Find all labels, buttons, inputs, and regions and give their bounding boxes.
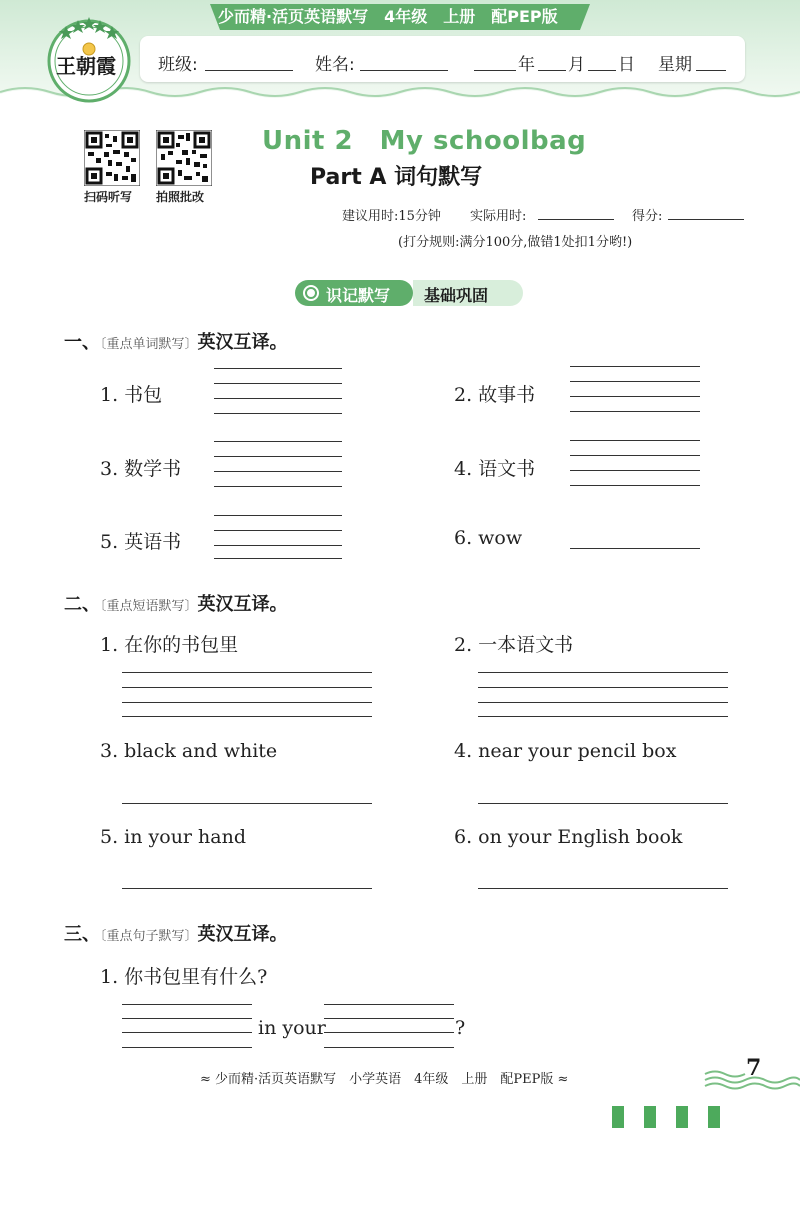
qr-grade-icon[interactable] — [156, 130, 212, 186]
section-3-heading — [64, 920, 288, 946]
section-1-number: 一、 — [64, 332, 100, 353]
footer-bar — [612, 1106, 624, 1128]
name-field[interactable] — [360, 70, 448, 71]
s2-answer-4[interactable] — [478, 803, 728, 804]
section-1-tag: 〔重点单词默写〕 — [100, 337, 198, 352]
s3-fill-end: ? — [455, 1017, 466, 1039]
class-label: 班级: — [158, 55, 198, 75]
section-1-heading — [64, 328, 288, 354]
actual-time-field[interactable] — [538, 219, 614, 220]
s1-item-6: 6. wow — [454, 527, 523, 549]
footer-bar — [708, 1106, 720, 1128]
scoring-rule: (打分规则:满分100分,做错1处扣1分哟!) — [398, 235, 633, 250]
banner-right-text: 基础巩固 — [424, 286, 489, 305]
qr-grade-label: 拍照批改 — [156, 190, 205, 204]
weekday-label: 星期 — [658, 55, 692, 75]
page-number: 7 — [746, 1055, 762, 1081]
section-2-number: 二、 — [64, 594, 100, 615]
section-2-tag: 〔重点短语默写〕 — [100, 599, 198, 614]
month-label: 月 — [568, 55, 585, 75]
s2-item-4: 4. near your pencil box — [454, 740, 677, 762]
s1-item-4: 4. 语文书 — [454, 458, 536, 480]
s2-item-3: 3. black and white — [100, 740, 278, 762]
section-3-title: 英汉互译。 — [197, 924, 288, 945]
footer-bar — [644, 1106, 656, 1128]
day-field[interactable] — [588, 70, 616, 71]
s2-answer-6[interactable] — [478, 888, 728, 889]
year-field[interactable] — [474, 70, 516, 71]
day-label: 日 — [618, 55, 635, 75]
banner-left-text: 识记默写 — [326, 286, 391, 305]
s1-item-3: 3. 数学书 — [100, 458, 182, 480]
section-3-tag: 〔重点句子默写〕 — [100, 929, 198, 944]
s2-item-5: 5. in your hand — [100, 826, 247, 848]
s1-item-1: 1. 书包 — [100, 384, 163, 406]
student-info-box — [140, 36, 745, 82]
header-strip-text: 少而精·活页英语默写 4年级 上册 配PEP版 — [218, 7, 558, 26]
weekday-field[interactable] — [696, 70, 726, 71]
section-3-number: 三、 — [64, 924, 100, 945]
class-field[interactable] — [205, 70, 293, 71]
s2-item-6: 6. on your English book — [454, 826, 683, 848]
medal-icon — [302, 284, 320, 302]
s2-answer-5[interactable] — [122, 888, 372, 889]
qr-listen-icon[interactable] — [84, 130, 140, 186]
s2-answer-3[interactable] — [122, 803, 372, 804]
s3-item-1: 1. 你书包里有什么? — [100, 966, 268, 988]
s2-item-2: 2. 一本语文书 — [454, 634, 574, 656]
s2-item-1: 1. 在你的书包里 — [100, 634, 239, 656]
footer-text: ≈ 少而精·活页英语默写 小学英语 4年级 上册 配PEP版 ≈ — [200, 1072, 569, 1087]
score-label: 得分: — [632, 209, 663, 224]
s1-item-2: 2. 故事书 — [454, 384, 536, 406]
section-1-title: 英汉互译。 — [197, 332, 288, 353]
actual-time-label: 实际用时: — [470, 209, 527, 224]
unit-title: Unit 2 My schoolbag — [262, 126, 587, 156]
section-2-title: 英汉互译。 — [197, 594, 288, 615]
section-2-heading — [64, 590, 288, 616]
month-field[interactable] — [538, 70, 566, 71]
year-label: 年 — [518, 55, 535, 75]
footer-bar — [676, 1106, 688, 1128]
name-label: 姓名: — [315, 55, 355, 75]
s1-item-5: 5. 英语书 — [100, 531, 182, 553]
s3-fill-middle: in your — [258, 1017, 326, 1039]
suggested-time: 建议用时:15分钟 — [342, 209, 441, 224]
part-title: Part A 词句默写 — [310, 165, 483, 190]
logo-text: 王朝霞 — [56, 54, 116, 78]
score-field[interactable] — [668, 219, 744, 220]
qr-listen-label: 扫码听写 — [84, 190, 133, 204]
